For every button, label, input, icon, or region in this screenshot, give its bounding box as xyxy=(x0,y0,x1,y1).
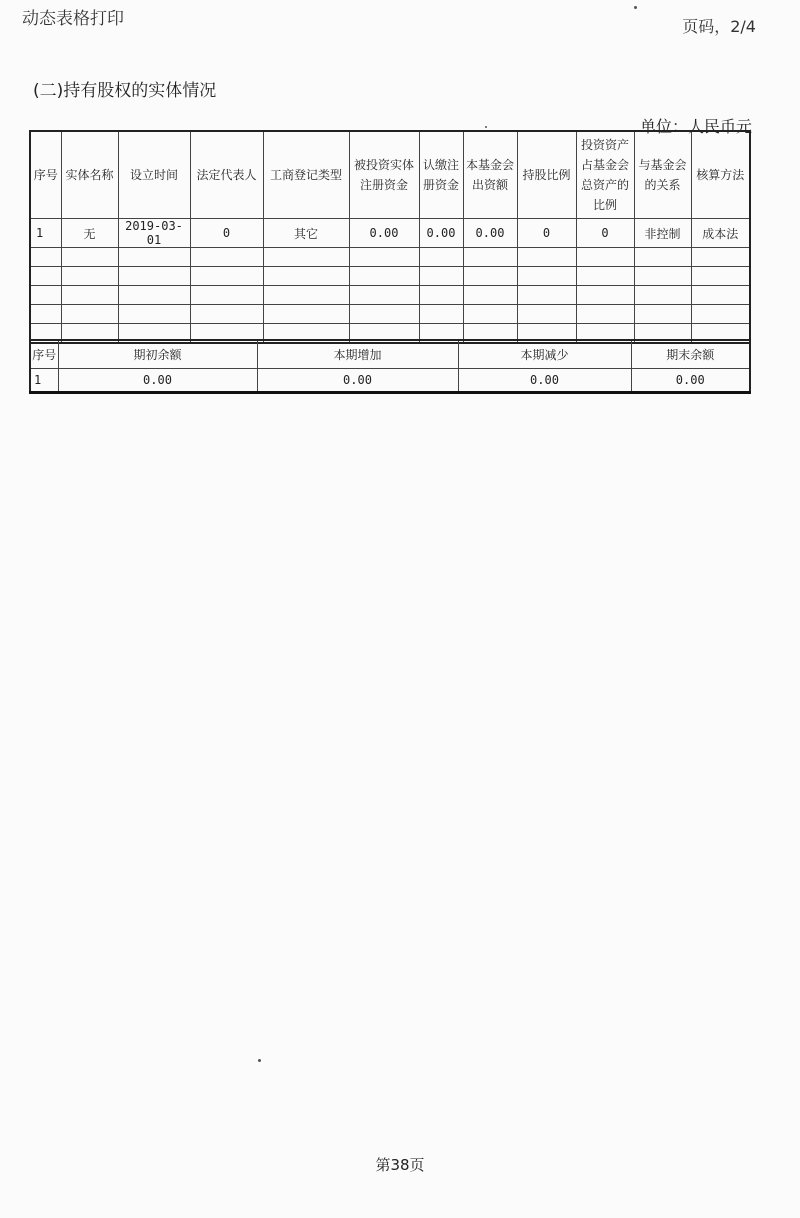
empty-cell xyxy=(30,305,61,324)
empty-cell xyxy=(61,248,118,267)
empty-cell xyxy=(419,286,463,305)
col-header-investee-registered-capital: 被投资实体注册资金 xyxy=(349,131,419,219)
empty-cell xyxy=(419,267,463,286)
empty-cell xyxy=(691,305,750,324)
empty-cell xyxy=(517,286,576,305)
empty-cell xyxy=(576,248,634,267)
empty-cell xyxy=(576,286,634,305)
empty-cell xyxy=(349,248,419,267)
col-header-registration-type: 工商登记类型 xyxy=(263,131,349,219)
col-header-closing-balance: 期末余额 xyxy=(631,340,750,369)
empty-cell xyxy=(576,305,634,324)
cell-seq: 1 xyxy=(30,369,58,393)
page-number-footer: 第38页 xyxy=(375,1156,425,1174)
empty-row xyxy=(30,248,750,267)
empty-row xyxy=(30,286,750,305)
empty-cell xyxy=(61,286,118,305)
section-title: (二)持有股权的实体情况 xyxy=(33,81,217,101)
col-header-legal-representative: 法定代表人 xyxy=(190,131,263,219)
empty-cell xyxy=(419,305,463,324)
empty-cell xyxy=(61,305,118,324)
empty-cell xyxy=(463,286,517,305)
empty-cell xyxy=(576,267,634,286)
cell-legal-representative: 0 xyxy=(190,219,263,248)
empty-cell xyxy=(30,248,61,267)
empty-cell xyxy=(691,267,750,286)
table-header-row xyxy=(30,131,750,219)
empty-cell xyxy=(118,267,190,286)
empty-cell xyxy=(634,248,691,267)
col-header-asset-ratio: 投资资产占基金会总资产的比例 xyxy=(576,131,634,219)
empty-cell xyxy=(263,305,349,324)
empty-row xyxy=(30,267,750,286)
empty-cell xyxy=(463,248,517,267)
empty-cell xyxy=(634,305,691,324)
table-row xyxy=(30,369,750,393)
col-header-relationship: 与基金会的关系 xyxy=(634,131,691,219)
empty-cell xyxy=(263,286,349,305)
cell-opening-balance: 0.00 xyxy=(58,369,257,393)
empty-cell xyxy=(190,267,263,286)
col-header-period-increase: 本期增加 xyxy=(257,340,458,369)
cell-closing-balance: 0.00 xyxy=(631,369,750,393)
col-header-shareholding-ratio: 持股比例 xyxy=(517,131,576,219)
empty-cell xyxy=(691,248,750,267)
col-header-seq: 序号 xyxy=(30,131,61,219)
col-header-opening-balance: 期初余额 xyxy=(58,340,257,369)
empty-cell xyxy=(691,286,750,305)
empty-cell xyxy=(463,267,517,286)
empty-cell xyxy=(30,286,61,305)
equity-entity-table xyxy=(29,130,751,344)
table-header-row xyxy=(30,340,750,369)
cell-shareholding-ratio: 0 xyxy=(517,219,576,248)
cell-investee-registered-capital: 0.00 xyxy=(349,219,419,248)
empty-cell xyxy=(30,267,61,286)
empty-cell xyxy=(349,267,419,286)
col-header-foundation-contribution: 本基金会出资额 xyxy=(463,131,517,219)
empty-cell xyxy=(517,267,576,286)
empty-cell xyxy=(118,248,190,267)
cell-foundation-contribution: 0.00 xyxy=(463,219,517,248)
empty-cell xyxy=(118,286,190,305)
cell-seq: 1 xyxy=(30,219,61,248)
cell-registration-type: 其它 xyxy=(263,219,349,248)
empty-cell xyxy=(349,305,419,324)
col-header-subscribed-capital: 认缴注册资金 xyxy=(419,131,463,219)
cell-established-date: 2019-03-01 xyxy=(118,219,190,248)
col-header-accounting-method: 核算方法 xyxy=(691,131,750,219)
page-indicator: 页码，2/4 xyxy=(682,17,756,36)
col-header-established-date: 设立时间 xyxy=(118,131,190,219)
empty-cell xyxy=(118,305,190,324)
col-header-seq: 序号 xyxy=(30,340,58,369)
cell-period-decrease: 0.00 xyxy=(458,369,631,393)
cell-accounting-method: 成本法 xyxy=(691,219,750,248)
empty-cell xyxy=(190,305,263,324)
document-header-title: 动态表格打印 xyxy=(22,9,124,29)
empty-row xyxy=(30,305,750,324)
scan-speck xyxy=(485,126,487,128)
table-row xyxy=(30,219,750,248)
col-header-entity-name: 实体名称 xyxy=(61,131,118,219)
scan-speck xyxy=(634,6,637,9)
empty-cell xyxy=(517,305,576,324)
empty-cell xyxy=(349,286,419,305)
scan-speck xyxy=(258,1059,261,1062)
cell-relationship: 非控制 xyxy=(634,219,691,248)
cell-subscribed-capital: 0.00 xyxy=(419,219,463,248)
empty-cell xyxy=(517,248,576,267)
empty-cell xyxy=(190,248,263,267)
empty-cell xyxy=(634,267,691,286)
empty-cell xyxy=(419,248,463,267)
empty-cell xyxy=(263,248,349,267)
empty-cell xyxy=(263,267,349,286)
cell-asset-ratio: 0 xyxy=(576,219,634,248)
balance-summary-table xyxy=(29,339,751,394)
col-header-period-decrease: 本期减少 xyxy=(458,340,631,369)
cell-period-increase: 0.00 xyxy=(257,369,458,393)
cell-entity-name: 无 xyxy=(61,219,118,248)
empty-cell xyxy=(61,267,118,286)
empty-cell xyxy=(190,286,263,305)
empty-cell xyxy=(634,286,691,305)
empty-cell xyxy=(463,305,517,324)
currency-unit-label: 单位：人民币元 xyxy=(639,117,752,136)
